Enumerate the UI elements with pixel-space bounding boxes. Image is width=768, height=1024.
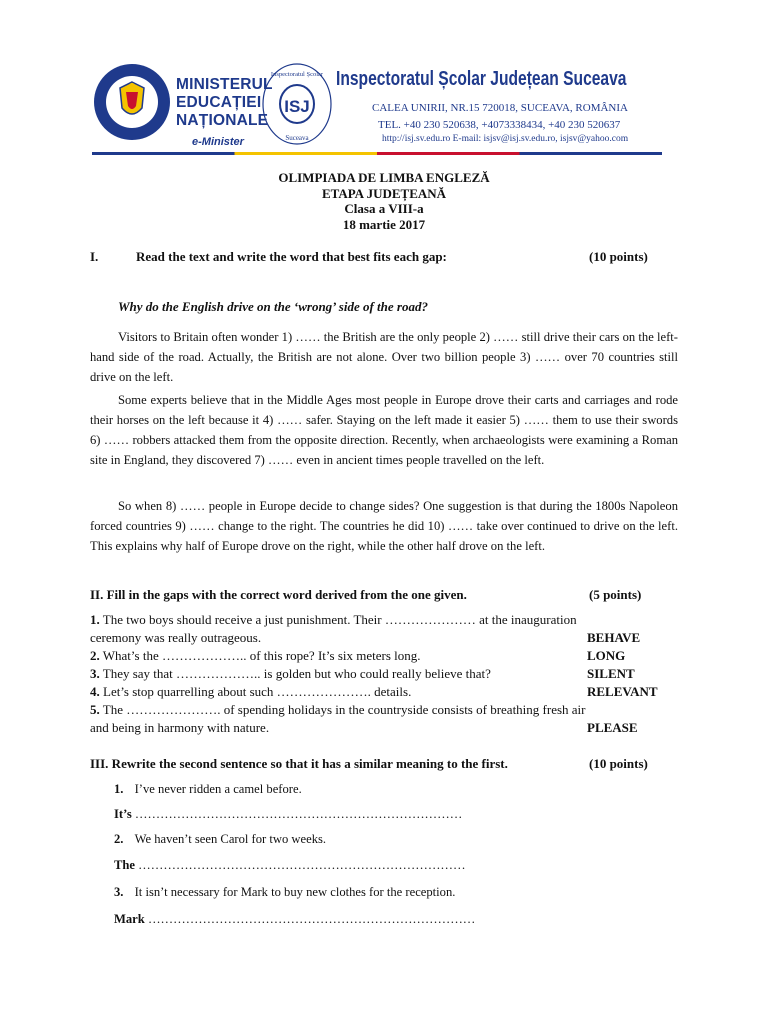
letterhead-stripe [92, 152, 662, 155]
word-formation-item [90, 683, 670, 701]
item-text: They say that ……………….. is golden but who could really believe that? [99, 666, 491, 681]
section-1-points: (10 points) [589, 249, 648, 264]
answer-line: …………………………………………………………………… [134, 807, 463, 821]
word-formation-item [90, 647, 670, 665]
rewrite-answer-2 [114, 858, 466, 873]
item-text: The two boys should receive a just punishment. Their ………………… at the inauguration [99, 612, 577, 627]
isj-phone: TEL. +40 230 520638, +4073338434, +40 230 520637 [378, 119, 621, 131]
title-line-2: ETAPA JUDEȚEANĂ [321, 185, 447, 201]
original-sentence: We haven’t seen Carol for two weeks. [134, 832, 327, 846]
root-word: LONG [587, 648, 626, 663]
ministry-line-2: EDUCAȚIEI [176, 94, 262, 111]
root-word: SILENT [587, 666, 635, 681]
item-number: 4. [90, 684, 100, 699]
word-formation-item [90, 701, 670, 719]
original-sentence: It isn’t necessary for Mark to buy new clothes for the reception. [134, 885, 456, 899]
section-2-points: (5 points) [589, 587, 642, 602]
section-3-heading: III. Rewrite the second sentence so that it has a similar meaning to the first. [90, 756, 508, 771]
eminister-label: e-Minister [192, 136, 244, 148]
section-3-points: (10 points) [589, 756, 648, 771]
item-text: Let’s stop quarrelling about such …………………. details. [99, 684, 412, 699]
item-text: What’s the ……………….. of this rope? It’s six meters long. [99, 648, 421, 663]
reading-paragraph-1: Visitors to Britain often wonder 1) …… the British are the only people 2) …… still drive their cars on the left-hand side of the road. Actually, the British are not alone. Over two billion people 3) …… over 70 countries still drive on the left. [90, 330, 678, 384]
answer-line: …………………………………………………………………… [138, 858, 466, 872]
item-number: 3. [114, 885, 124, 899]
ministry-name [176, 76, 273, 130]
isj-title: Inspectoratul Școlar Județean Suceava [336, 68, 627, 90]
word-formation-item-cont [90, 629, 670, 647]
rewrite-item-3 [114, 885, 455, 900]
answer-line: …………………………………………………………………… [147, 912, 476, 926]
item-number: 2. [90, 648, 100, 663]
item-text-cont: ceremony was really outrageous. [90, 630, 262, 645]
svg-text:Suceava: Suceava [285, 134, 309, 142]
reading-question: Why do the English drive on the ‘wrong’ side of the road? [118, 299, 428, 314]
section-1-instruction: Read the text and write the word that best fits each gap: [136, 249, 447, 264]
item-number: 3. [90, 666, 100, 681]
letterhead [92, 62, 662, 162]
word-formation-item-cont [90, 719, 670, 737]
isj-logo [260, 62, 334, 146]
isj-address: CALEA UNIRII, NR.15 720018, SUCEAVA, ROMÂNIA [372, 102, 628, 114]
title-line-1: OLIMPIADA DE LIMBA ENGLEZĂ [278, 170, 490, 185]
section-2-heading: II. Fill in the gaps with the correct word derived from the one given. [90, 587, 467, 602]
ministry-line-1: MINISTERUL [176, 76, 273, 93]
item-text-cont: and being in harmony with nature. [90, 720, 270, 735]
item-number: 2. [114, 832, 124, 846]
sentence-start: Mark [114, 912, 145, 926]
item-text: The …………………. of spending holidays in the countryside consists of breathing fresh air [99, 702, 586, 717]
rewrite-answer-1 [114, 807, 462, 822]
root-word: RELEVANT [587, 684, 658, 699]
svg-text:ISJ: ISJ [284, 97, 310, 116]
rewrite-item-1 [114, 782, 302, 797]
title-line-3: Clasa a VIII-a [344, 201, 424, 216]
root-word: PLEASE [587, 720, 638, 735]
item-number: 1. [114, 782, 124, 796]
word-formation-list [90, 611, 670, 737]
sentence-start: It’s [114, 807, 132, 821]
ministry-line-3: NAȚIONALE [176, 112, 269, 129]
item-number: 5. [90, 702, 100, 717]
svg-text:Inspectoratul Școlar: Inspectoratul Școlar [270, 71, 324, 78]
title-line-4: 18 martie 2017 [342, 216, 426, 232]
sentence-start: The [114, 858, 135, 872]
isj-web-email: http://isj.sv.edu.ro E-mail: isjsv@isj.sv.edu.ro, isjsv@yahoo.com [382, 134, 629, 144]
root-word: BEHAVE [587, 630, 641, 645]
romanian-government-seal [92, 62, 172, 142]
word-formation-item [90, 611, 670, 629]
item-number: 1. [90, 612, 100, 627]
section-1-number: I. [90, 249, 99, 264]
original-sentence: I’ve never ridden a camel before. [134, 782, 302, 796]
word-formation-item [90, 665, 670, 683]
reading-paragraph-3: So when 8) …… people in Europe decide to change sides? One suggestion is that during the 1800s Napoleon forced countries 9) …… change to the right. The countries he did 10) …… take over continued to drive on the left. This explains why half of Europe drove on the right, while the other half drove on the left. [90, 499, 678, 553]
rewrite-answer-3 [114, 912, 475, 927]
rewrite-item-2 [114, 832, 326, 847]
reading-paragraph-2: Some experts believe that in the Middle Ages most people in Europe drove their carts and carriages and rode their horses on the left because it 4) …… safer. Staying on the left made it easier 5) …… them to use their swords 6) …… robbers attacked them from the opposite direction. Recently, when archaeologists were examining a Roman site in England, they discovered 7) …… even in ancient times people travelled on the left. [90, 393, 678, 467]
document-title [0, 170, 768, 232]
